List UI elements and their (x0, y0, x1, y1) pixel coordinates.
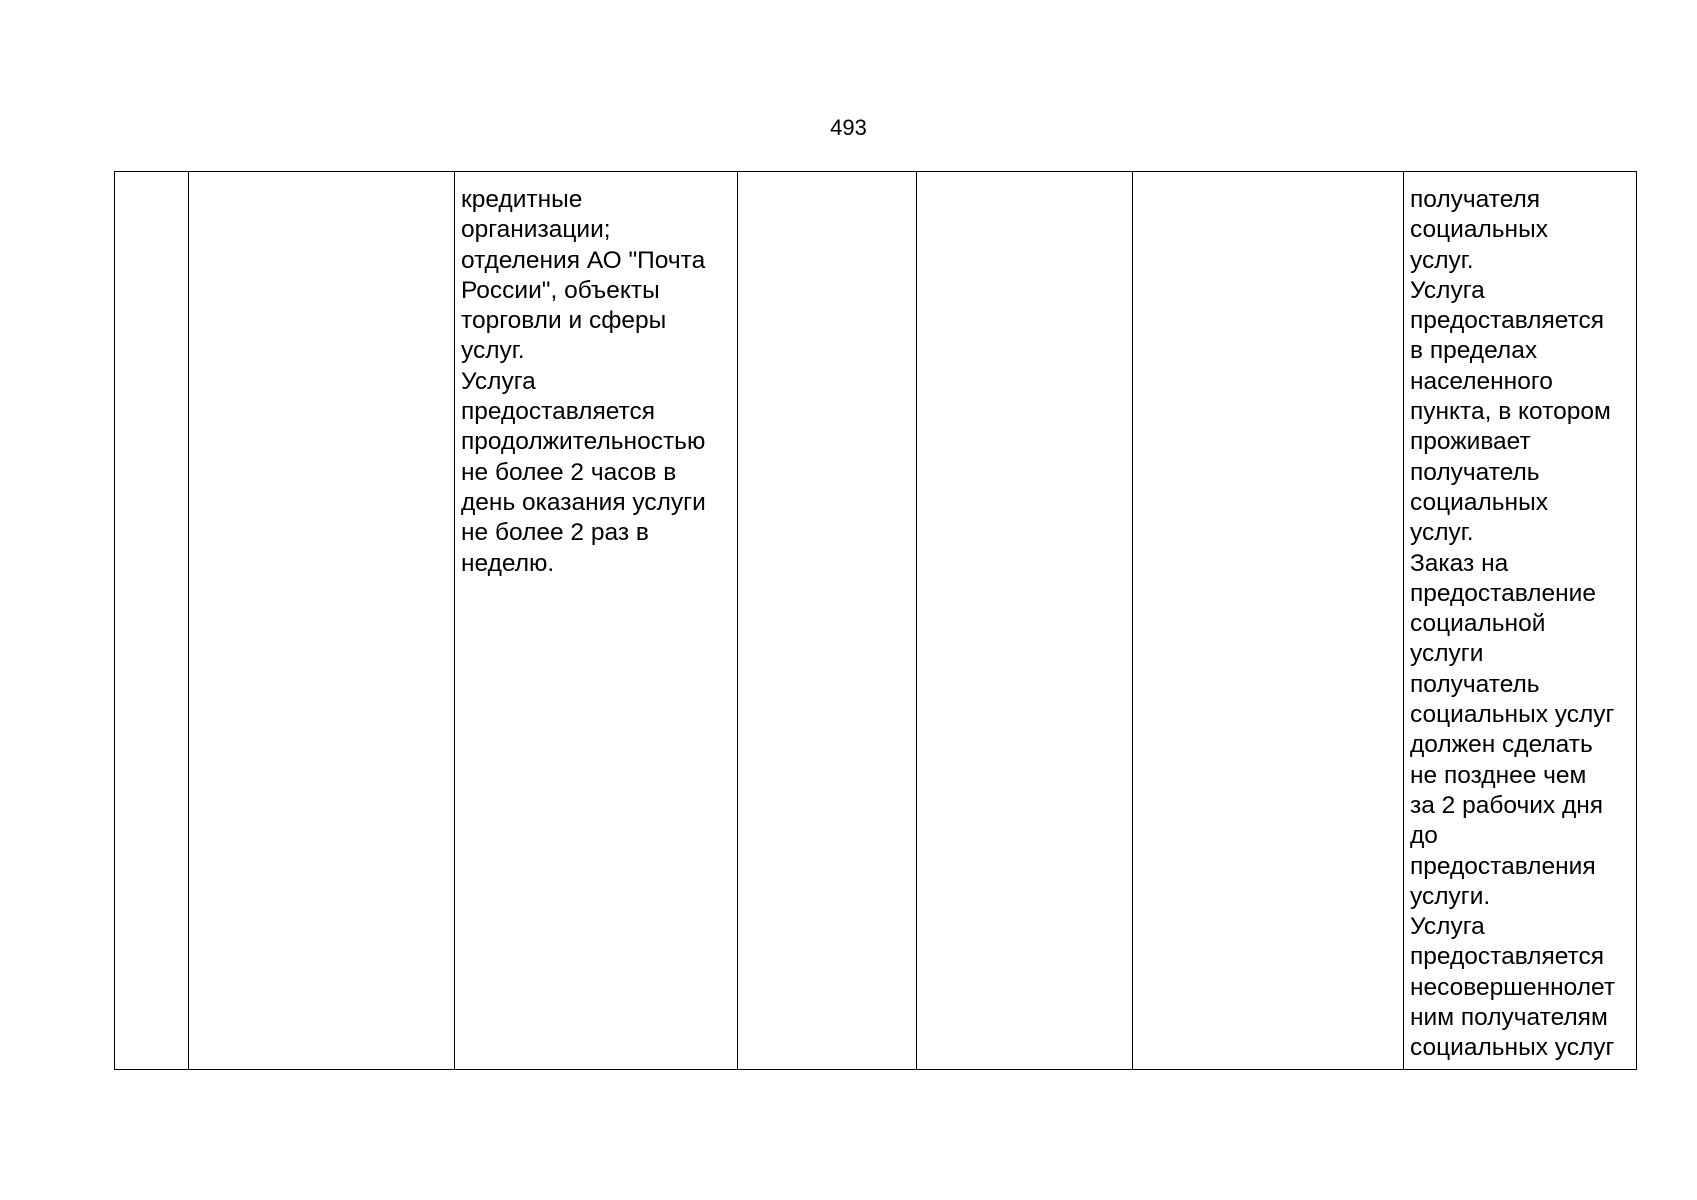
table-cell-service-name (189, 172, 455, 1070)
table-cell-conditions: получателя социальных услуг. Услуга предоставляется в пределах населенного пункта, в котором проживает получатель социальных услуг. Заказ на предоставление социальной услуги получатель социальных услуг должен сделать не позднее чем за 2 рабочих дня до предоставления услуги. Услуга предоставляется несовершеннолет ним получателям социальных услуг (1404, 172, 1637, 1070)
table-cell-description: кредитные организации; отделения АО "Почта России", объекты торговли и сферы услуг. Услуга предоставляется продолжительностью не более 2 часов в день оказания услуги не более 2 раз в неделю. (455, 172, 738, 1070)
page-number: 493 (830, 115, 867, 140)
table-row (115, 172, 1637, 1070)
table-cell-col4 (738, 172, 917, 1070)
table-cell-number (115, 172, 189, 1070)
services-table (114, 171, 1637, 1070)
table-cell-col5 (917, 172, 1133, 1070)
table-cell-col6 (1133, 172, 1404, 1070)
